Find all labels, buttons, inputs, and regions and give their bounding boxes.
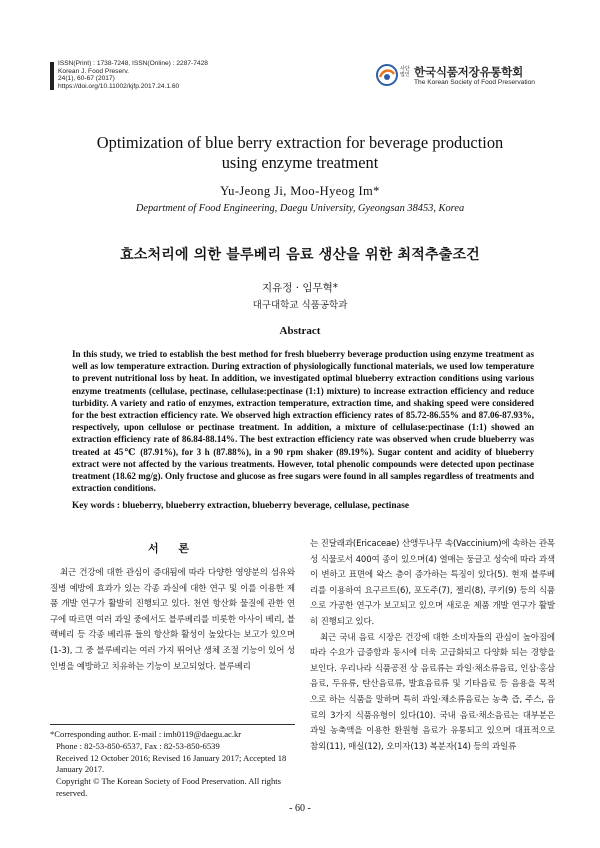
society-logo [376,62,554,92]
section-heading-introduction: 서 론 [147,542,198,555]
korean-title: 효소처리에 의한 블루베리 음료 생산을 위한 최적추출조건 [120,247,480,263]
footnote-copyright: Copyright © The Korean Society of Food Preservation. All rights reserved. [56,776,282,798]
intro-paragraph-3: 최근 국내 음료 시장은 건강에 대한 소비자들의 관심이 높아짐에 따라 수요가 급증함과 동시에 더욱 고급화되고 다양화 되는 경향을 보인다. 우리나라 식품공전 상 음료류는 과일·채소류음료, 인삼·홍삼음료, 두유류, 탄산음료류, 발효음료류 및 기타음료 등 음용을 목적으로 하는 식품을 말하며 특히 과일·채소류음료는 농축 즙, 주스, 음료의 3가지 식품유형이 있다(10). 국내 음료·채소음료는 대부분은 과일 농축액을 이용한 환원형 음료가 유통되고 있으며 대표적으로 참외(11), 매실(12), 오미자(13) 복분자(14) 등의 과일류 [310,632,555,752]
journal-meta [58,60,208,90]
footnote-phone: Phone : 82-53-850-6537, Fax : 82-53-850-6539 [56,740,220,751]
article-title [60,133,540,173]
affiliation: Department of Food Engineering, Daegu University, Gyeongsan 38453, Korea [135,203,465,214]
keywords: Key words : blueberry, blueberry extraction, blueberry beverage, cellulase, pectinase [72,501,409,511]
logo-korean-name: 한국식품저장유통학회 [414,65,524,79]
meta-doi[interactable]: https://doi.org/10.11002/kjfp.2017.24.1.60 [58,82,180,90]
right-column [310,537,555,755]
logo-small-label: 사단 법인 [400,66,410,78]
footnote-divider [50,724,295,725]
society-logo-icon [376,64,398,86]
page-number: - 60 - [289,803,311,814]
abstract-heading: Abstract [279,325,321,337]
intro-paragraph-2: 는 진달래과(Ericaceae) 산앵두나무 속(Vaccinium)에 속하는 관목성 식물로서 400여 종이 있으며(4) 열매는 둥글고 성숙에 따라 과색이 변하고 표면에 왁스 층이 증가하는 특징이 있다(5). 현재 블루베리를 이용하여 요구르트(6), 포도주(7), 젤리(8), 쿠키(9) 등의 식품으로 가공한 연구가 보고되고 있으며 새로운 제품 개발 연구가 활발히 진행되고 있다. [310,539,555,627]
logo-english-name: The Korean Society of Food Preservation [414,79,535,86]
meta-volume: 24(1), 60-67 (2017) [58,75,115,83]
meta-journal: Korean J. Food Preserv. [58,67,129,75]
left-column [50,540,295,675]
header-accent-bar [50,62,54,90]
footnote-received: Received 12 October 2016; Revised 16 January 2017; Accepted 18 January 2017. [56,752,287,775]
korean-affiliation: 대구대학교 식품공학과 [252,300,348,311]
author-list: Yu-Jeong Ji, Moo-Hyeog Im* [220,184,380,198]
abstract-text: In this study, we tried to establish the best method for fresh blueberry beverage production using enzyme treatment as well as low temperature extraction. During extraction of physiologically functional materials, we used low temperature to prevent nutritional loss by heat. In addition, we investigated optimal blueberry extraction conditions using various enzyme treatments (cellulase, pectinase, cellulase:pectinase (1:1) mixture) to increase extraction efficiency and reduce turbidity. A variety and ratio of enzymes, extraction temperature, extraction time, and shaking speed were considered for the best extraction efficiency rate. We observed high extraction efficiency rates of 85.72-86.55% and 87.06-87.93%, respectively, upon cellulose or pectinase treatment. In addition, a mixture of cellulase:pectinase (1:1) showed an extraction efficiency rate of 86.84-88.14%. The best extraction efficiency rate was observed when crude blueberry was treated at 45℃ (87.91%), for 3 h (87.88%), in a 90 rpm shaker (89.19%). Sugar content and acidity of blueberry extract were not affected by the various treatments. However, total phenolic compounds were detected upon pectinase treatment (18.62 mg/g). Only fructose and glucose as free sugars were found in all samples regardless of treatments and extraction conditions. [72,349,534,494]
footnote-corresponding: *Corresponding author. E-mail : imh0119@daegu.ac.kr [50,729,242,739]
footnote [50,729,295,800]
meta-issn: ISSN(Print) : 1738-7248, ISSN(Online) : 2287-7428 [58,60,208,67]
title-line-1: Optimization of blue berry extraction for beverage production [96,133,504,152]
title-line-2: using enzyme treatment [221,153,379,172]
intro-paragraph-1: 최근 건강에 대한 관심이 증대됨에 따라 다양한 영양분의 섬유와 질병 예방에 효과가 있는 각종 과실에 대한 연구 및 이를 이용한 제품 개발 연구가 활발히 진행되고 있다. 천연 항산화 물질에 관한 연구에 따르면 여러 과일 중에서도 블루베리를 비롯한 아사이 베리, 블랙베리 등 각종 베리류 들의 항산화 활성이 높았다는 보고가 있으며(1-3), 그 중 블루베리는 여러 가지 뛰어난 생체 조절 기능이 있어 성인병을 예방하고 치유하는 기능이 보고되었다. 블루베리 [50,568,295,672]
korean-authors: 지유정 · 임무혁* [261,282,339,294]
